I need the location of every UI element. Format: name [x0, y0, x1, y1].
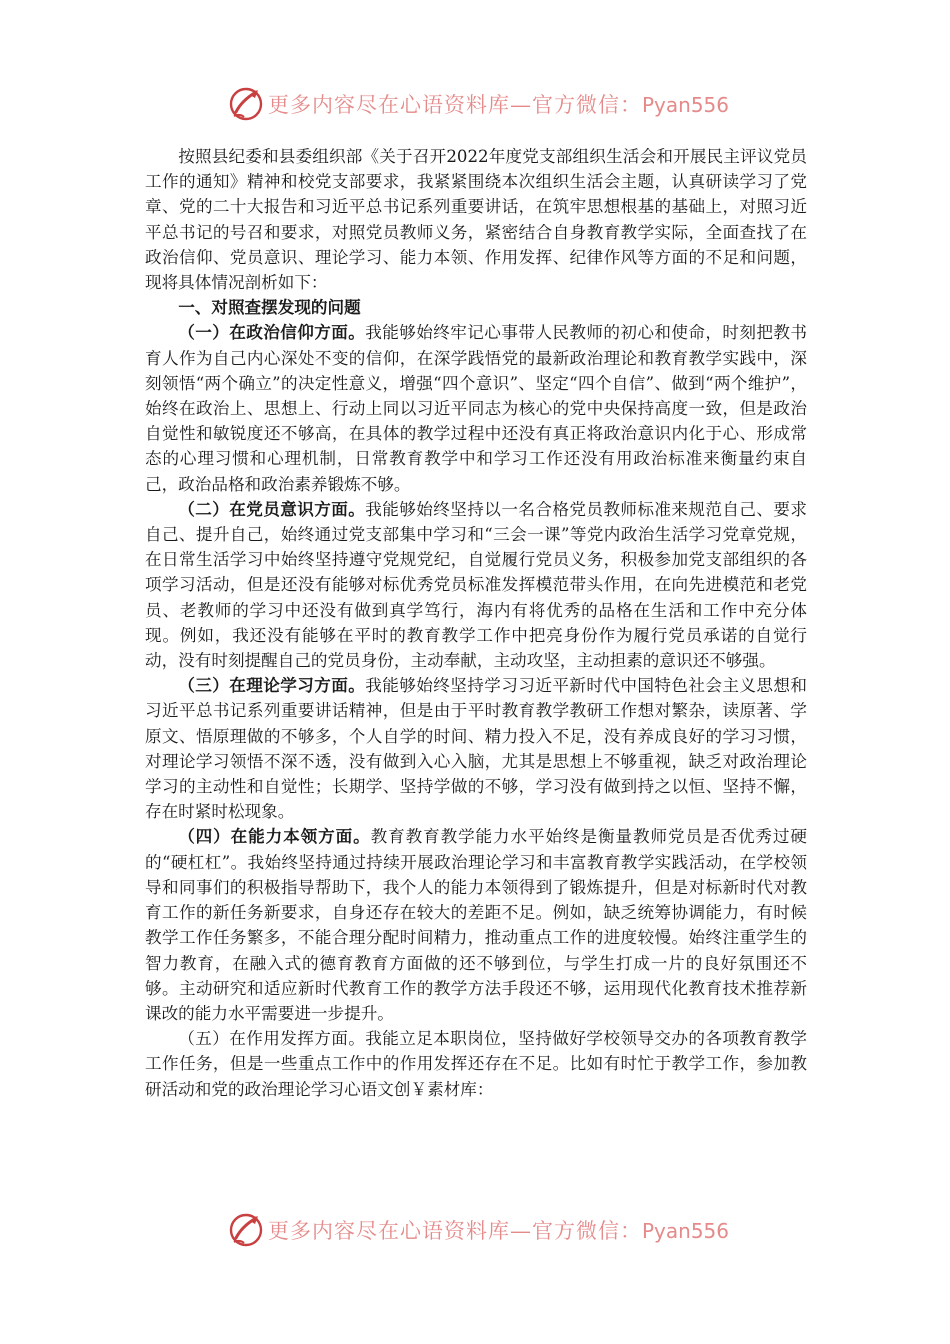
- watermark-banner-bottom: [228, 1210, 748, 1250]
- pen-logo-icon: [228, 1212, 264, 1248]
- watermark-text: 更多内容尽在心语资料库—官方微信：Pyan556: [268, 93, 730, 117]
- paragraph-political-belief: （一）在政治信仰方面。我能够始终牢记心事带人民教师的初心和使命，时刻把教书育人作为自己内心深处不变的信仰，在深学践悟党的最新政治理论和教育教学实践中，深刻领悟“两个确立”的决定性意义，增强“四个意识”、坚定“四个自信”、做到“两个维护”，始终在政治上、思想上、行动上同以习近平同志为核心的党中央保持高度一致，但是政治自觉性和敏锐度还不够高，在具体的教学过程中还没有真正将政治意识内化于心、形成常态的心理习惯和心理机制，日常教育教学中和学习工作还没有用政治标准来衡量约束自己，政治品格和政治素养锻炼不够。: [145, 322, 808, 494]
- paragraph-party-awareness: （二）在党员意识方面。我能够始终坚持以一名合格党员教师标准来规范自己、要求自己、提升自己，始终通过党支部集中学习和“三会一课”等党内政治生活学习党章党规，在日常生活学习中始终坚持遵守党规党纪，自觉履行党员义务，积极参加党支部组织的各项学习活动，但是还没有能够对标优秀党员标准发挥模范带头作用，在向先进模范和老党员、老教师的学习中还没有做到真学笃行，海内有将优秀的品格在生活和工作中充分体现。例如，我还没有能够在平时的教育教学工作中把亮身份作为履行党员承诺的自觉行动，没有时刻提醒自己的党员身份，主动奉献，主动攻坚，主动担素的意识还不够强。: [145, 498, 808, 671]
- paragraph-ability: （四）在能力本领方面。教育教育教学能力水平始终是衡量教师党员是否优秀过硬的“硬杠杠”。我始终坚持通过持续开展政治理论学习和丰富教育教学实践活动，在学校领导和同事们的积极指导帮助下，我个人的能力本领得到了锻炼提升，但是对标新时代对教育工作的新任务新要求，自身还存在较大的差距不足。例如，缺乏统筹协调能力，有时候教学工作任务繁多，不能合理分配时间精力，推动重点工作的进度较慢。始终注重学生的智力教育，在融入式的德育教育方面做的还不够到位，与学生打成一片的良好氛围还不够。主动研究和适应新时代教育工作的教学方法手段还不够，运用现代化教育技术推荐新课改的能力水平需要进一步提升。: [145, 826, 808, 1023]
- watermark-banner-top: [228, 84, 748, 124]
- pen-logo-icon: [228, 86, 264, 122]
- paragraph-role: （五）在作用发挥方面。我能立足本职岗位，坚持做好学校领导交办的各项教育教学工作任务，但是一些重点工作中的作用发挥还存在不足。比如有时忙于教学工作，参加教研活动和党的政治理论学习心语文创￥素材库：: [145, 1029, 807, 1099]
- watermark-text: 更多内容尽在心语资料库—官方微信：Pyan556: [268, 1219, 730, 1243]
- document-body: [145, 144, 807, 1102]
- section-heading: 一、对照查摆发现的问题: [178, 297, 361, 318]
- intro-paragraph: 按照县纪委和县委组织部《关于召开2022年度党支部组织生活会和开展民主评议党员工作的通知》精神和校党支部要求，我紧紧围绕本次组织生活会主题，认真研读学习了党章、党的二十大报告和习近平总书记系列重要讲话，在筑牢思想根基的基础上，对照习近平总书记的号召和要求，对照党员教师义务，紧密结合自身教育教学实际，全面查找了在政治信仰、党员意识、理论学习、能力本领、作用发挥、纪律作风等方面的不足和问题，现将具体情况剖析如下：: [145, 147, 807, 293]
- paragraph-theory-study: （三）在理论学习方面。我能够始终坚持学习习近平新时代中国特色社会主义思想和习近平总书记系列重要讲话精神，但是由于平时教育教学教研工作想对繁杂，读原著、学原文、悟原理做的不够多，个人自学的时间、精力投入不足，没有养成良好的学习习惯，对理论学习领悟不深不透，没有做到入心入脑，尤其是思想上不够重视，缺乏对政治理论学习的主动性和自觉性；长期学、坚持学做的不够，学习没有做到持之以恒、坚持不懈，存在时紧时松现象。: [145, 675, 808, 822]
